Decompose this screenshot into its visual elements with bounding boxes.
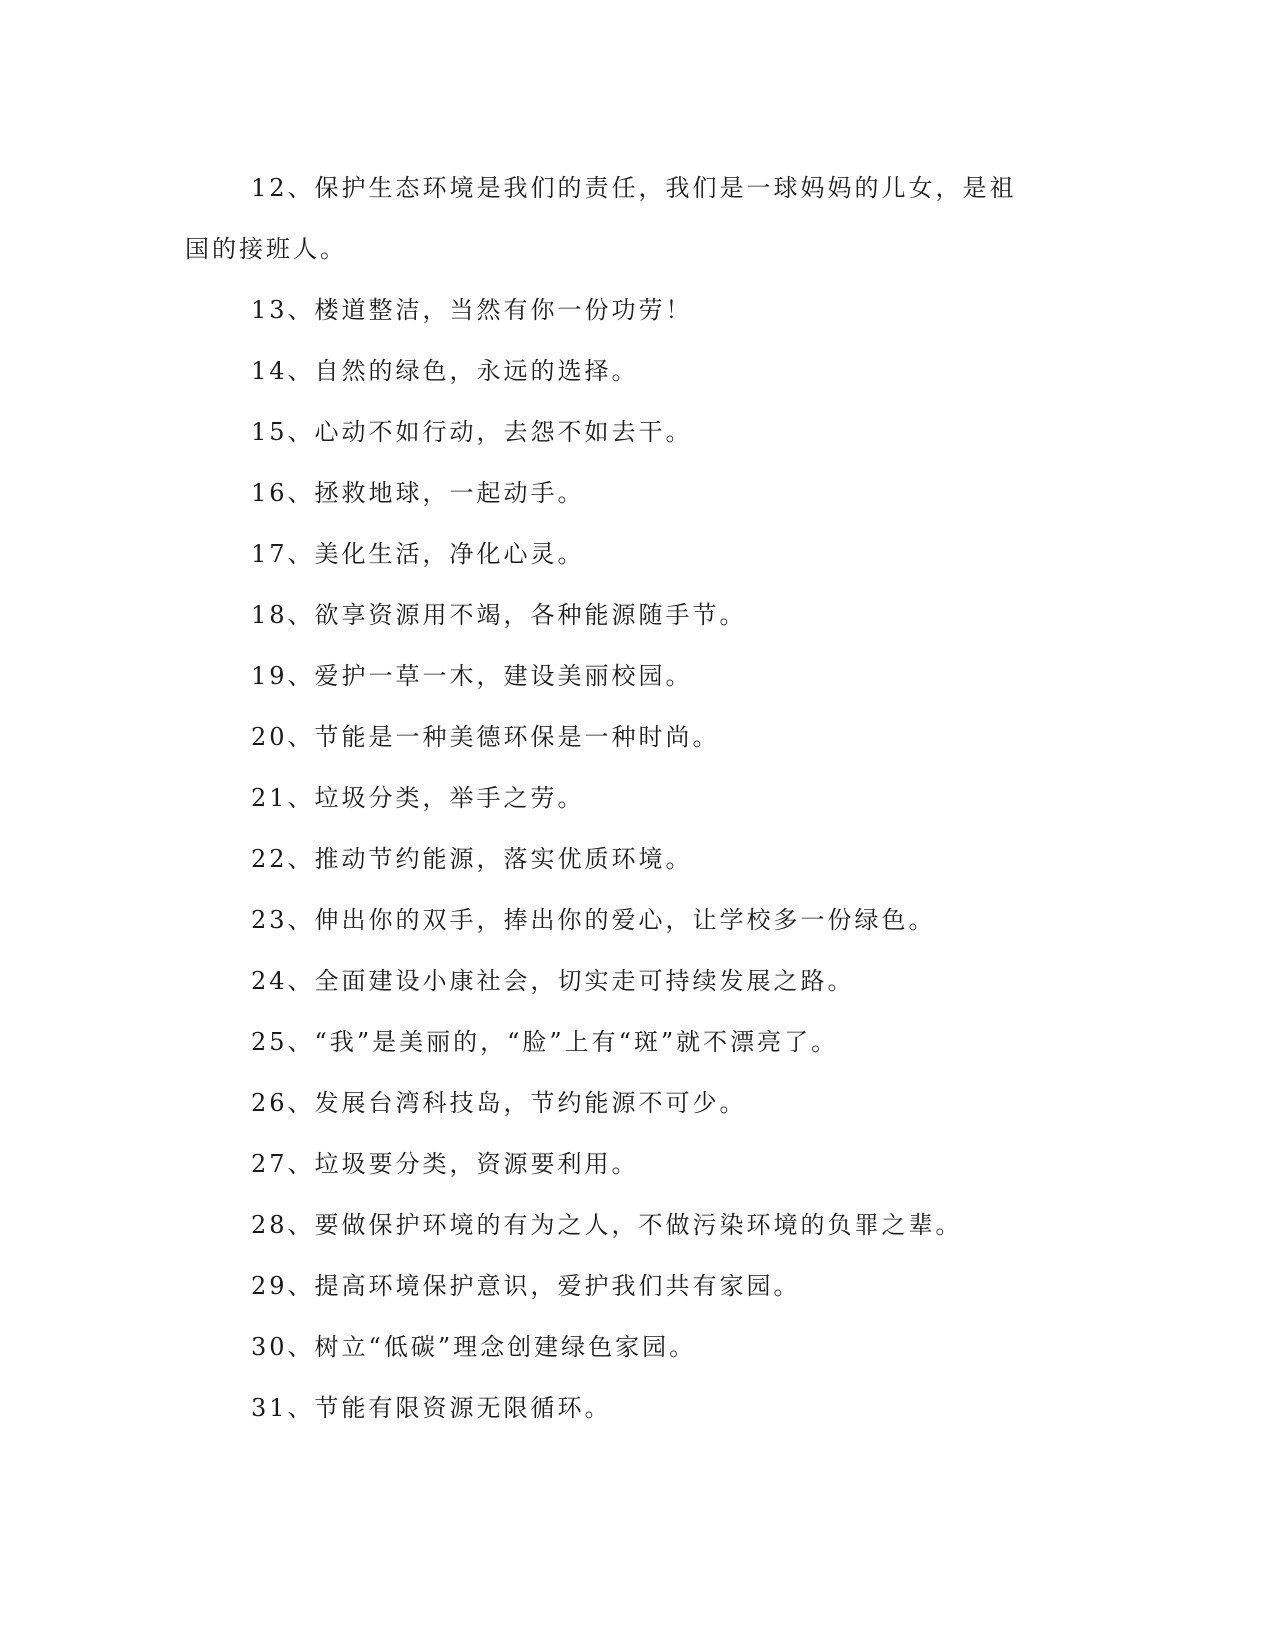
item-number: 31、 — [251, 1394, 315, 1422]
slogan-list — [185, 158, 1085, 1439]
item-text: 保护生态环境是我们的责任，我们是一球妈妈的儿女，是祖 — [314, 174, 1017, 202]
item-text: 垃圾要分类，资源要利用。 — [314, 1150, 639, 1178]
list-item — [185, 280, 1085, 341]
item-number: 21、 — [251, 784, 315, 812]
list-item — [185, 1134, 1085, 1195]
item-text: 伸出你的双手，捧出你的爱心，让学校多一份绿色。 — [314, 906, 936, 934]
item-number: 27、 — [251, 1150, 315, 1178]
list-item — [185, 1256, 1085, 1317]
item-text: 美化生活，净化心灵。 — [314, 540, 585, 568]
item-number: 17、 — [251, 540, 315, 568]
list-item — [185, 951, 1085, 1012]
item-text: “我”是美丽的，“脸”上有“斑”就不漂亮了。 — [314, 1028, 839, 1056]
item-number: 12、 — [251, 174, 315, 202]
item-text: 要做保护环境的有为之人，不做污染环境的负罪之辈。 — [314, 1211, 963, 1239]
item-number: 15、 — [251, 418, 315, 446]
item-text: 拯救地球，一起动手。 — [314, 479, 585, 507]
list-item — [185, 1378, 1085, 1439]
list-item — [185, 585, 1085, 646]
item-number: 16、 — [251, 479, 315, 507]
item-number: 28、 — [251, 1211, 315, 1239]
item-number: 29、 — [251, 1272, 315, 1300]
item-number: 30、 — [251, 1333, 315, 1361]
item-text: 爱护一草一木，建设美丽校园。 — [314, 662, 693, 690]
item-text: 欲享资源用不竭，各种能源随手节。 — [314, 601, 747, 629]
item-number: 20、 — [251, 723, 315, 751]
list-item — [185, 341, 1085, 402]
item-text: 发展台湾科技岛，节约能源不可少。 — [314, 1089, 747, 1117]
item-number: 14、 — [251, 357, 315, 385]
list-item — [185, 768, 1085, 829]
list-item — [185, 1317, 1085, 1378]
list-item — [185, 646, 1085, 707]
item-text: 节能是一种美德环保是一种时尚。 — [314, 723, 720, 751]
item-text: 树立“低碳”理念创建绿色家园。 — [314, 1333, 697, 1361]
item-number: 25、 — [251, 1028, 315, 1056]
item-number: 26、 — [251, 1089, 315, 1117]
item-number: 19、 — [251, 662, 315, 690]
item-text-continued: 国的接班人。 — [185, 235, 347, 263]
item-number: 22、 — [251, 845, 315, 873]
item-text: 心动不如行动，去怨不如去干。 — [314, 418, 693, 446]
item-number: 24、 — [251, 967, 315, 995]
list-item — [185, 1195, 1085, 1256]
item-text: 垃圾分类，举手之劳。 — [314, 784, 585, 812]
list-item — [185, 707, 1085, 768]
item-text: 全面建设小康社会，切实走可持续发展之路。 — [314, 967, 855, 995]
list-item — [185, 1012, 1085, 1073]
list-item — [185, 463, 1085, 524]
item-text: 推动节约能源，落实优质环境。 — [314, 845, 693, 873]
item-text: 自然的绿色，永远的选择。 — [314, 357, 639, 385]
item-number: 13、 — [251, 296, 315, 324]
item-text: 楼道整洁，当然有你一份功劳！ — [314, 296, 693, 324]
list-item — [185, 402, 1085, 463]
list-item — [185, 524, 1085, 585]
list-item — [185, 158, 1085, 280]
list-item — [185, 890, 1085, 951]
item-number: 18、 — [251, 601, 315, 629]
item-text: 节能有限资源无限循环。 — [314, 1394, 612, 1422]
list-item — [185, 829, 1085, 890]
list-item — [185, 1073, 1085, 1134]
item-text: 提高环境保护意识，爱护我们共有家园。 — [314, 1272, 801, 1300]
item-number: 23、 — [251, 906, 315, 934]
